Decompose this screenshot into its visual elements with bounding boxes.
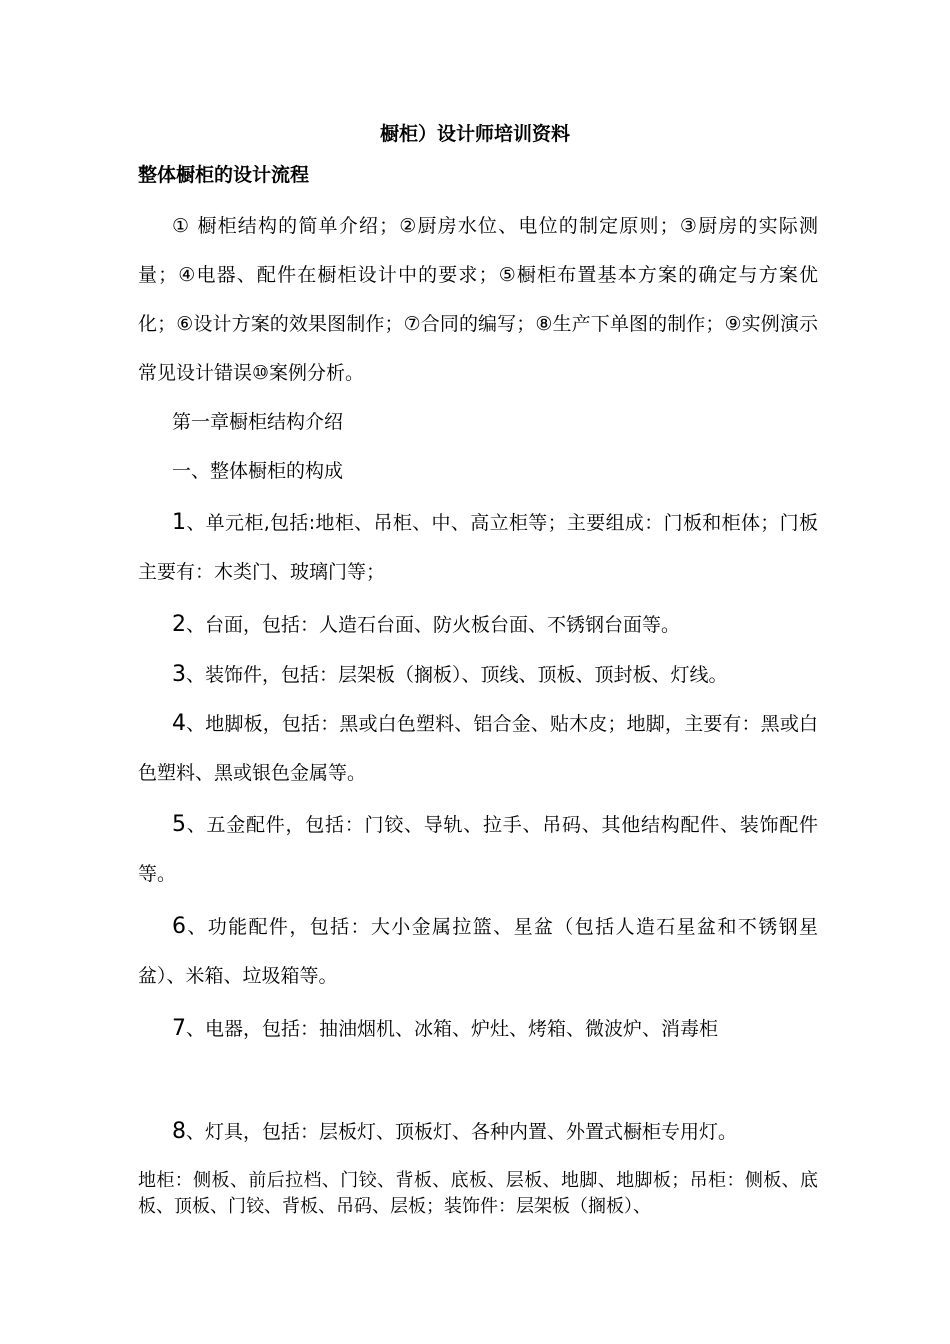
item-number: 4 xyxy=(172,711,186,736)
item-text: 、五金配件，包括：门铰、导轨、拉手、吊码、其他结构配件、装饰配件等。 xyxy=(138,814,818,885)
closing-paragraph: 地柜：侧板、前后拉档、门铰、背板、底板、层板、地脚、地脚板；吊柜：侧板、底板、顶板、门铰、背板、吊码、层板；装饰件：层架板（搁板）、 xyxy=(138,1170,818,1217)
item-number: 8 xyxy=(172,1119,186,1144)
item-number: 6 xyxy=(172,914,186,939)
item-number: 1 xyxy=(172,510,186,535)
chapter-title: 第一章橱柜结构介绍 xyxy=(172,411,344,433)
list-item xyxy=(138,1004,818,1054)
section-heading: 整体橱柜的设计流程 xyxy=(138,164,310,186)
list-item xyxy=(138,498,818,597)
item-number: 3 xyxy=(172,662,186,687)
item-number: 2 xyxy=(172,612,186,637)
item-text: 、功能配件，包括：大小金属拉篮、星盆（包括人造石星盆和不锈钢星盆）、米箱、垃圾箱等。 xyxy=(138,916,818,987)
item-text: 、地脚板，包括：黑或白色塑料、铝合金、贴木皮；地脚，主要有：黑或白色塑料、黑或银色金属等。 xyxy=(138,713,818,784)
list-item xyxy=(138,800,818,899)
list-item xyxy=(138,600,818,650)
document-title: 橱柜）设计师培训资料 xyxy=(379,123,570,145)
item-number: 7 xyxy=(172,1016,186,1041)
list-item xyxy=(138,1107,818,1157)
list-item xyxy=(138,699,818,798)
item-text: 、灯具，包括：层板灯、顶板灯、各种内置、外置式橱柜专用灯。 xyxy=(186,1121,738,1143)
item-text: 、台面，包括：人造石台面、防火板台面、不锈钢台面等。 xyxy=(186,614,681,636)
item-text: 、电器，包括：抽油烟机、冰箱、炉灶、烤箱、微波炉、消毒柜 xyxy=(186,1018,719,1040)
subsection-title: 一、整体橱柜的构成 xyxy=(172,460,344,482)
item-number: 5 xyxy=(172,812,186,837)
list-item xyxy=(138,902,818,1001)
item-text: 、单元柜,包括:地柜、吊柜、中、高立柜等；主要组成：门板和柜体；门板主要有：木类门、玻璃门等； xyxy=(138,512,818,583)
list-item xyxy=(138,650,818,700)
item-text: 、装饰件，包括：层架板（搁板）、顶线、顶板、顶封板、灯线。 xyxy=(186,664,728,686)
intro-paragraph: ① 橱柜结构的简单介绍；②厨房水位、电位的制定原则；③厨房的实际测量；④电器、配件在橱柜设计中的要求；⑤橱柜布置基本方案的确定与方案优化；⑥设计方案的效果图制作；⑦合同的编写；⑧生产下单图的制作；⑨实例演示常见设计错误⑩案例分析。 xyxy=(138,215,818,384)
